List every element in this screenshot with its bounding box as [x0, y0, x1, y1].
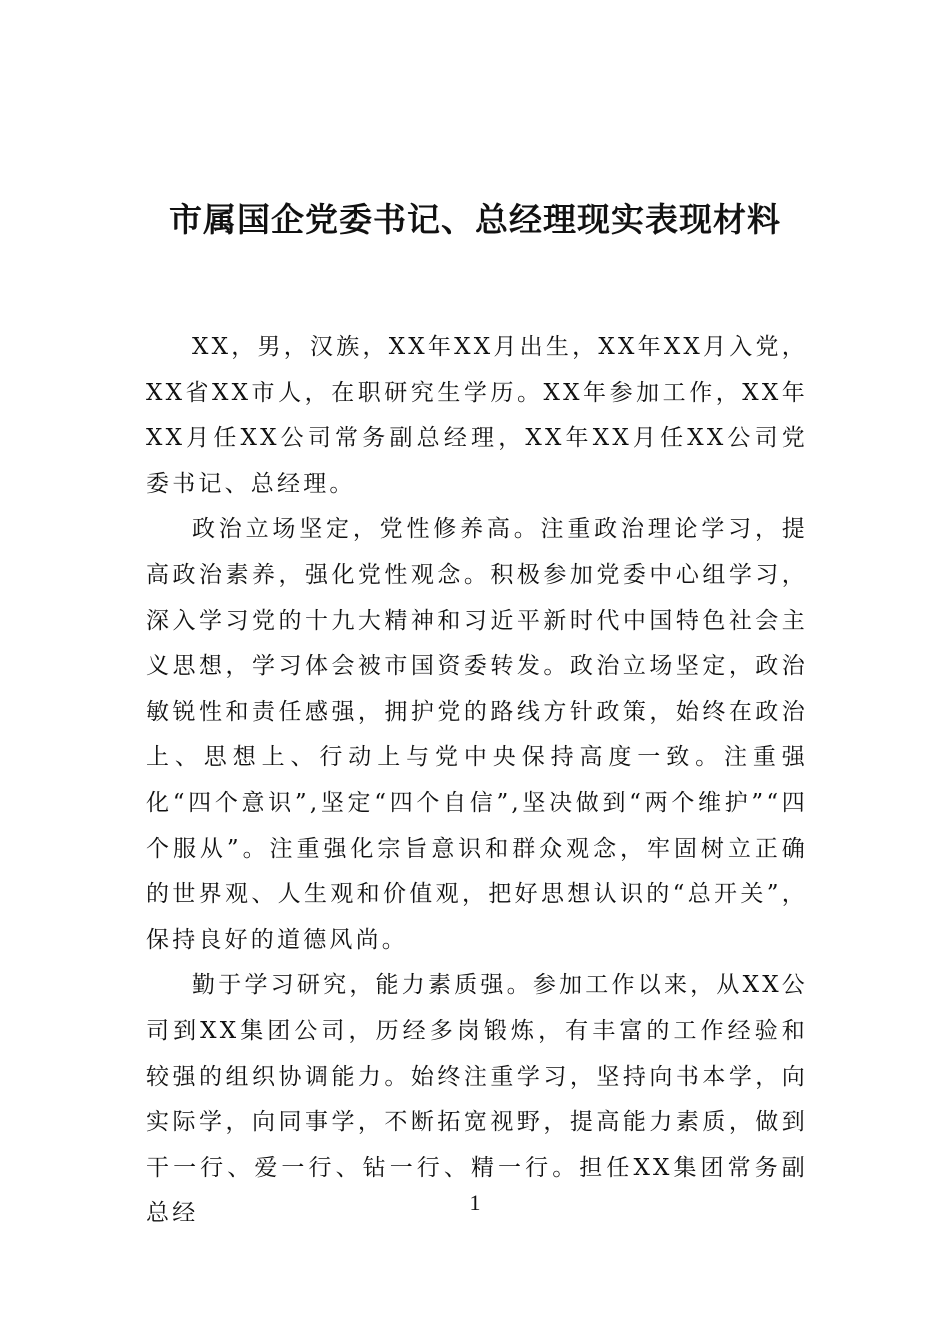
document-title: 市属国企党委书记、总经理现实表现材料	[169, 200, 781, 239]
page-number: 1	[469, 1190, 481, 1215]
paragraph-learning-ability: 勤于学习研究，能力素质强。参加工作以来，从XX公司到XX集团公司，历经多岗锻炼，有丰富的工作经验和较强的组织协调能力。始终注重学习，坚持向书本学，向实际学，向同事学，不断拓宽视野，提高能力素质，做到干一行、爱一行、钻一行、精一行。担任XX集团常务副总经	[146, 972, 808, 1227]
paragraph-personal-info: XX，男，汉族，XX年XX月出生，XX年XX月入党，XX省XX市人，在职研究生学历。XX年参加工作，XX年XX月任XX公司常务副总经理，XX年XX月任XX公司党委书记、总经理。	[146, 334, 808, 497]
paragraph-political-stance: 政治立场坚定，党性修养高。注重政治理论学习，提高政治素养，强化党性观念。积极参加党委中心组学习，深入学习党的十九大精神和习近平新时代中国特色社会主义思想，学习体会被市国资委转发。政治立场坚定，政治敏锐性和责任感强，拥护党的路线方针政策，始终在政治上、思想上、行动上与党中央保持高度一致。注重强化“四个意识”,坚定“四个自信”,坚决做到“两个维护”“四个服从”。注重强化宗旨意识和群众观念，牢固树立正确的世界观、人生观和价值观，把好思想认识的“总开关”，保持良好的道德风尚。	[146, 516, 808, 953]
document-body	[146, 325, 808, 1237]
